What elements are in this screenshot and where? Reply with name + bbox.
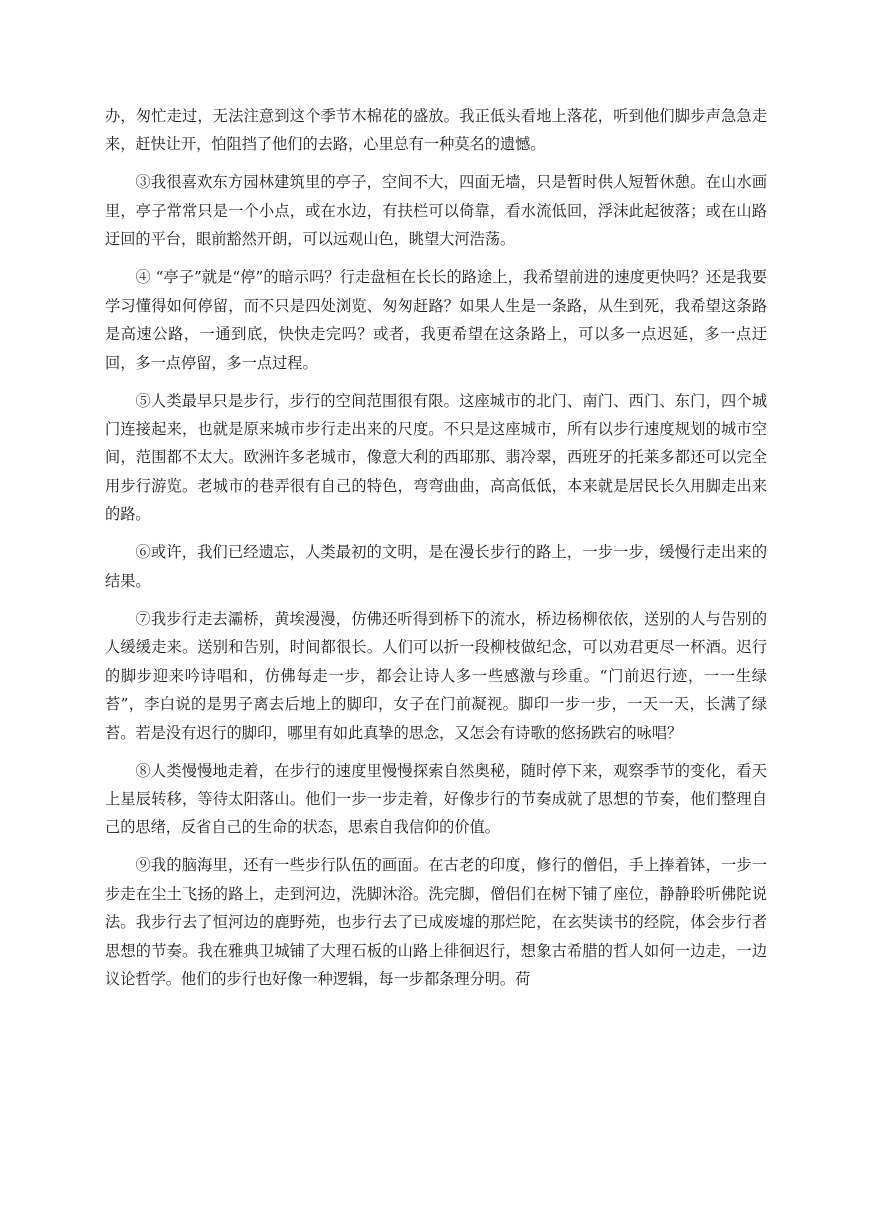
paragraph-9: ⑨我的脑海里，还有一些步行队伍的画面。在古老的印度，修行的僧侣，手上捧着钵，一步一步走在尘土飞扬的路上，走到河边，洗脚沐浴。洗完脚，僧侣们在树下铺了座位，静静聆听佛陀说法。我步行去了恒河边的鹿野苑，也步行去了已成废墟的那烂陀，在玄奘读书的经院，体会步行者思想的节奏。我在雅典卫城铺了大理石板的山路上徘徊迟行，想象古希腊的哲人如何一边走，一边议论哲学。他们的步行也好像一种逻辑，每一步都条理分明。荷 xyxy=(105,856,767,989)
paragraph-8: ⑧人类慢慢地走着，在步行的速度里慢慢探索自然奥秘，随时停下来，观察季节的变化，看天上星辰转移，等待太阳落山。他们一步一步走着，好像步行的节奏成就了思想的节奏，他们整理自己的思绪，反省自己的生命的状态，思索自我信仰的价值。 xyxy=(105,761,767,837)
paragraph-continuation: 办，匆忙走过，无法注意到这个季节木棉花的盛放。我正低头看地上落花，听到他们脚步声急急走来，赶快让开，怕阻挡了他们的去路，心里总有一种莫名的遗憾。 xyxy=(105,107,767,154)
paragraph-7: ⑦我步行走去灞桥，黄埃漫漫，仿佛还听得到桥下的流水，桥边杨柳依依，送别的人与告别的人缓缓走来。送别和告别，时间都很长。人们可以折一段柳枝做纪念，可以劝君更尽一杯酒。迟行的脚步迎来吟诗唱和，仿佛每走一步，都会让诗人多一些感激与珍重。“门前迟行迹，一一生绿苔”，李白说的是男子离去后地上的脚印，女子在门前凝视。脚印一步一步，一天一天，长满了绿苔。若是没有迟行的脚印，哪里有如此真挚的思念，又怎会有诗歌的悠扬跌宕的咏唱？ xyxy=(105,609,767,742)
paragraph-3: ③我很喜欢东方园林建筑里的亭子，空间不大，四面无墙，只是暂时供人短暂休憩。在山水画里，亭子常常只是一个小点，或在水边，有扶栏可以倚靠，看水流低回，浮沫此起彼落；或在山路迂回的平台，眼前豁然开朗，可以远观山色，眺望大河浩荡。 xyxy=(105,173,767,249)
paragraph-5: ⑤人类最早只是步行，步行的空间范围很有限。这座城市的北门、南门、西门、东门，四个城门连接起来，也就是原来城市步行走出来的尺度。不只是这座城市，所有以步行速度规划的城市空间，范围都不太大。欧洲许多老城市，像意大利的西耶那、翡冷翠，西班牙的托莱多都还可以完全用步行游览。老城市的巷弄很有自己的特色，弯弯曲曲，高高低低，本来就是居民长久用脚走出来的路。 xyxy=(105,391,767,524)
essay-text xyxy=(105,102,767,1003)
paragraph-4: ④ “亭子”就是“停”的暗示吗？行走盘桓在长长的路途上，我希望前进的速度更快吗？还是我要学习懂得如何停留，而不只是四处浏览、匆匆赶路？如果人生是一条路，从生到死，我希望这条路是高速公路，一通到底，快快走完吗？或者，我更希望在这条路上，可以多一点迟延，多一点迂回，多一点停留，多一点过程。 xyxy=(105,268,767,372)
paragraph-6: ⑥或许，我们已经遗忘，人类最初的文明，是在漫长步行的路上，一步一步，缓慢行走出来的结果。 xyxy=(105,543,767,590)
